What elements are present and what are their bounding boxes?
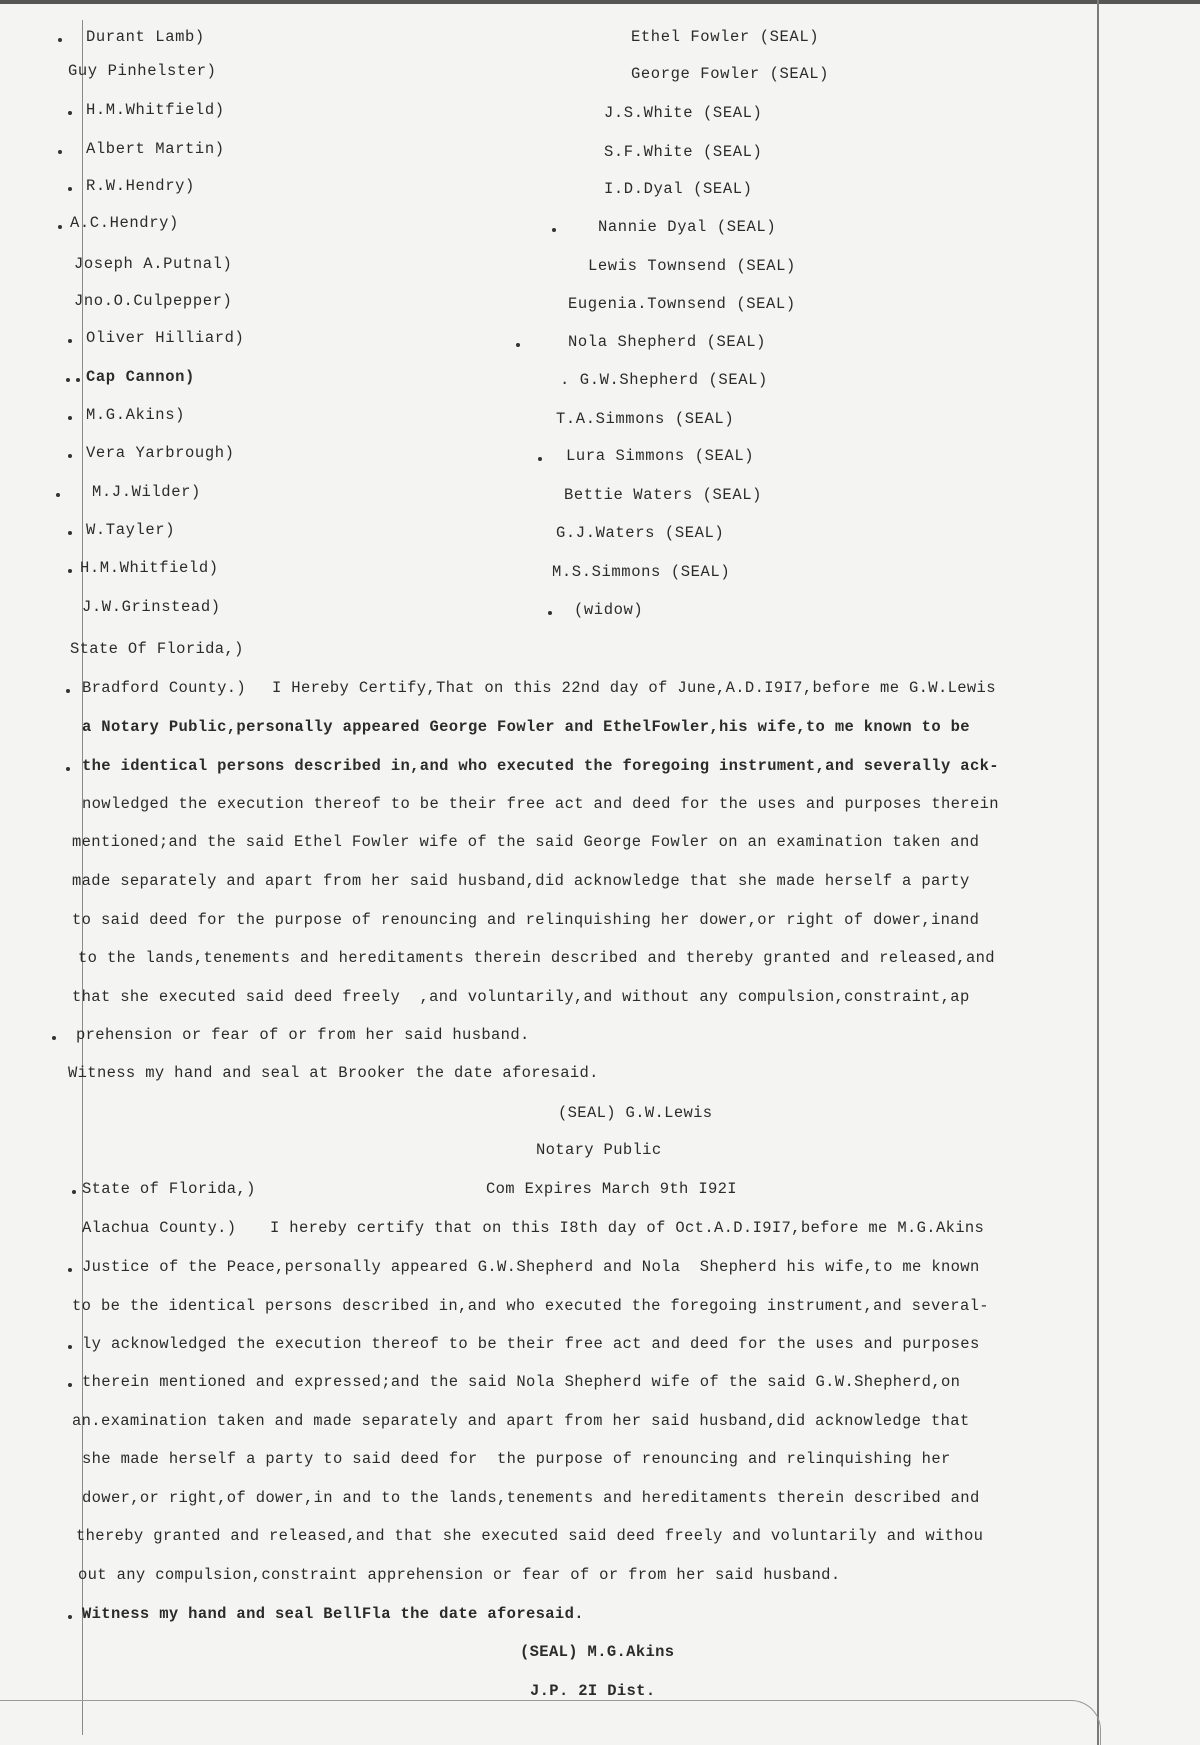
signer-name: T.A.Simmons (SEAL) xyxy=(556,410,735,428)
cert-line: I Hereby Certify,That on this 22nd day of June,A.D.I9I7,before me G.W.Lewis xyxy=(272,679,996,697)
witness-name: M.G.Akins) xyxy=(86,406,186,424)
signer-name: . G.W.Shepherd (SEAL) xyxy=(560,371,768,389)
witness-name: Guy Pinhelster) xyxy=(68,62,217,80)
margin-dot xyxy=(56,493,60,497)
margin-dot xyxy=(76,378,80,382)
margin-dot xyxy=(538,457,542,461)
page-bottom-edge xyxy=(0,1700,1101,1745)
cert-county: Bradford County.) xyxy=(82,679,247,697)
witness-name: Durant Lamb) xyxy=(86,28,205,46)
margin-dot xyxy=(66,767,70,771)
witness-name: M.J.Wilder) xyxy=(92,483,201,501)
signer-name: George Fowler (SEAL) xyxy=(631,65,830,83)
margin-dot xyxy=(68,1383,72,1387)
margin-dot xyxy=(68,569,72,573)
witness-name: Oliver Hilliard) xyxy=(86,329,245,347)
margin-dot xyxy=(66,689,70,693)
margin-dot xyxy=(68,454,72,458)
witness-name: A.C.Hendry) xyxy=(70,214,179,232)
signer-name: M.S.Simmons (SEAL) xyxy=(552,563,731,581)
cert-line: ly acknowledged the execution thereof to be their free act and deed for the uses and purposes xyxy=(82,1335,980,1353)
margin-dot xyxy=(52,1036,56,1040)
margin-dot xyxy=(68,1345,72,1349)
witness-name: Vera Yarbrough) xyxy=(86,444,235,462)
signer-name: Lewis Townsend (SEAL) xyxy=(588,257,796,275)
cert-line: that she executed said deed freely ,and voluntarily,and without any compulsion,constraint,ap xyxy=(72,988,970,1006)
signer-name: Nola Shepherd (SEAL) xyxy=(568,333,767,351)
cert-line: I hereby certify that on this I8th day of Oct.A.D.I9I7,before me M.G.Akins xyxy=(270,1219,985,1237)
witness-name: H.M.Whitfield) xyxy=(86,101,225,119)
margin-dot xyxy=(516,343,520,347)
cert-line: Justice of the Peace,personally appeared G.W.Shepherd and Nola Shepherd his wife,to me known xyxy=(82,1258,980,1276)
margin-dot xyxy=(68,1268,72,1272)
cert-line: she made herself a party to said deed for the purpose of renouncing and relinquishing her xyxy=(82,1450,951,1468)
signer-name: J.S.White (SEAL) xyxy=(604,104,763,122)
cert-line: dower,or right,of dower,in and to the lands,tenements and hereditaments therein described and xyxy=(82,1489,980,1507)
witness-name: H.M.Whitfield) xyxy=(80,559,219,577)
margin-dot xyxy=(68,111,72,115)
witness-name: Albert Martin) xyxy=(86,140,225,158)
page-right-edge xyxy=(1097,0,1099,1745)
cert-county: Alachua County.) xyxy=(82,1219,237,1237)
cert-commission-expiry: Com Expires March 9th I92I xyxy=(486,1180,737,1198)
cert-line: to the lands,tenements and hereditaments therein described and thereby granted and released,and xyxy=(78,949,995,967)
margin-dot xyxy=(552,228,556,232)
witness-name: W.Tayler) xyxy=(86,521,176,539)
margin-dot xyxy=(68,339,72,343)
witness-name: Joseph A.Putnal) xyxy=(74,255,233,273)
signer-name: I.D.Dyal (SEAL) xyxy=(604,180,753,198)
margin-dot xyxy=(68,416,72,420)
witness-name: Jno.O.Culpepper) xyxy=(74,292,233,310)
signer-name: Lura Simmons (SEAL) xyxy=(566,447,755,465)
cert-witness-line: Witness my hand and seal at Brooker the date aforesaid. xyxy=(68,1064,599,1082)
witness-name: Cap Cannon) xyxy=(86,368,195,386)
signer-name: Bettie Waters (SEAL) xyxy=(564,486,763,504)
cert-signature: (SEAL) M.G.Akins xyxy=(520,1643,675,1661)
cert-line: out any compulsion,constraint apprehension or fear of or from her said husband. xyxy=(78,1566,841,1584)
witness-name: J.W.Grinstead) xyxy=(82,598,221,616)
margin-dot xyxy=(58,38,62,42)
margin-dot xyxy=(68,1615,72,1619)
margin-dot xyxy=(548,611,552,615)
cert-line: an.examination taken and made separately and apart from her said husband,did acknowledge that xyxy=(72,1412,970,1430)
cert-line: therein mentioned and expressed;and the said Nola Shepherd wife of the said G.W.Shepherd,on xyxy=(82,1373,961,1391)
margin-dot xyxy=(72,1190,76,1194)
top-edge-rule xyxy=(0,0,1200,4)
cert-state: State Of Florida,) xyxy=(70,640,244,658)
signer-name: Eugenia.Townsend (SEAL) xyxy=(568,295,796,313)
cert-title: J.P. 2I Dist. xyxy=(530,1682,656,1700)
cert-title: Notary Public xyxy=(536,1141,662,1159)
cert-line: to be the identical persons described in,and who executed the foregoing instrument,and several- xyxy=(72,1297,989,1315)
signer-name: (widow) xyxy=(574,601,644,619)
signer-name: G.J.Waters (SEAL) xyxy=(556,524,725,542)
cert-signature: (SEAL) G.W.Lewis xyxy=(558,1104,713,1122)
margin-dot xyxy=(68,531,72,535)
margin-dot xyxy=(58,225,62,229)
cert-line: mentioned;and the said Ethel Fowler wife of the said George Fowler on an examination taken and xyxy=(72,833,980,851)
cert-line: prehension or fear of or from her said husband. xyxy=(76,1026,530,1044)
margin-dot xyxy=(68,187,72,191)
cert-line: thereby granted and released,and that she executed said deed freely and voluntarily and withou xyxy=(76,1527,984,1545)
witness-name: R.W.Hendry) xyxy=(86,177,195,195)
signer-name: S.F.White (SEAL) xyxy=(604,143,763,161)
signer-name: Ethel Fowler (SEAL) xyxy=(631,28,820,46)
cert-line: a Notary Public,personally appeared George Fowler and EthelFowler,his wife,to me known to be xyxy=(82,718,970,736)
signer-name: Nannie Dyal (SEAL) xyxy=(598,218,777,236)
cert-line: nowledged the execution thereof to be their free act and deed for the uses and purposes therein xyxy=(82,795,999,813)
margin-dot xyxy=(58,150,62,154)
margin-dot xyxy=(66,378,70,382)
cert-line: made separately and apart from her said husband,did acknowledge that she made herself a party xyxy=(72,872,970,890)
cert-state: State of Florida,) xyxy=(82,1180,256,1198)
cert-witness-line: Witness my hand and seal BellFla the date aforesaid. xyxy=(82,1605,584,1623)
cert-line: the identical persons described in,and who executed the foregoing instrument,and severally ack- xyxy=(82,757,999,775)
cert-line: to said deed for the purpose of renouncing and relinquishing her dower,or right of dower,inand xyxy=(72,911,980,929)
